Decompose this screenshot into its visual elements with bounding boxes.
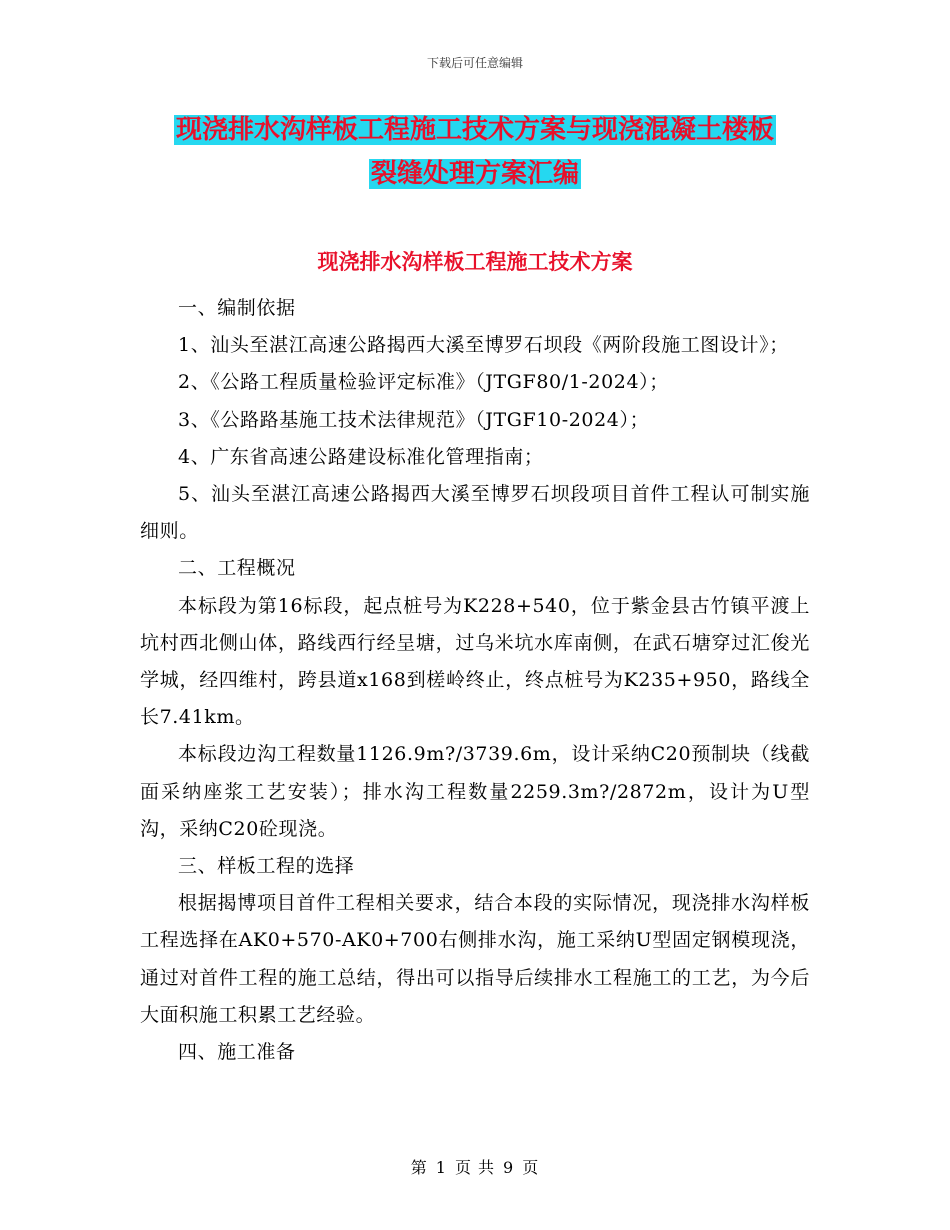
header-note: 下载后可任意编辑 (426, 56, 523, 70)
title-line-2-text: 裂缝处理方案汇编 (370, 159, 579, 189)
basis-item-3: 3、《公路路基施工技术法律规范》（JTGF10-2024）； (178, 408, 650, 431)
overview-paragraph-1: 本标段为第16标段，起点桩号为K228+540，位于紫金县古竹镇平渡上坑村西北侧山体，路线西行经呈塘，过乌米坑水库南侧，在武石塘穿过汇俊光学城，经四维村，跨县道x168到槎岭终止，终点桩号为K235+950，路线全长7.41km。 (140, 594, 810, 729)
heading-sample-selection: 三、样板工程的选择 (178, 855, 355, 878)
heading-preparation: 四、施工准备 (178, 1041, 296, 1064)
basis-item-1: 1、汕头至湛江高速公路揭西大溪至博罗石坝段《两阶段施工图设计》； (178, 334, 789, 357)
footer-suffix: 页 (522, 1158, 540, 1177)
total-pages: 9 (503, 1158, 515, 1177)
document-body (140, 290, 810, 1071)
document-title-line-1 (0, 110, 950, 150)
overview-paragraph-2: 本标段边沟工程数量1126.9m?/3739.6m，设计采纳C20预制块（线截面采纳座浆工艺安装）；排水沟工程数量2259.3m?/2872m，设计为U型沟，采纳C20砼现浇。 (140, 743, 810, 840)
basis-item-4: 4、广东省高速公路建设标准化管理指南； (178, 445, 544, 468)
sample-selection-paragraph: 根据揭博项目首件工程相关要求，结合本段的实际情况，现浇排水沟样板工程选择在AK0+570-AK0+700右侧排水沟，施工采纳U型固定钢模现浇，通过对首件工程的施工总结，得出可以指导后续排水工程施工的工艺，为今后大面积施工积累工艺经验。 (140, 892, 810, 1026)
basis-item-2: 2、《公路工程质量检验评定标准》（JTGF80/1-2024）； (178, 371, 669, 394)
section-title: 现浇排水沟样板工程施工技术方案 (317, 250, 633, 274)
footer-middle: 页 共 (454, 1158, 496, 1177)
title-line-1-text: 现浇排水沟样板工程施工技术方案与现浇混凝土楼板 (175, 115, 774, 145)
document-title-line-2 (0, 154, 950, 194)
basis-item-5: 5、汕头至湛江高速公路揭西大溪至博罗石坝段项目首件工程认可制实施细则。 (140, 483, 810, 543)
heading-basis: 一、编制依据 (178, 297, 296, 319)
heading-overview: 二、工程概况 (178, 557, 296, 580)
page-footer (0, 1155, 950, 1178)
footer-prefix: 第 (410, 1158, 428, 1177)
page-number: 1 (435, 1158, 447, 1177)
